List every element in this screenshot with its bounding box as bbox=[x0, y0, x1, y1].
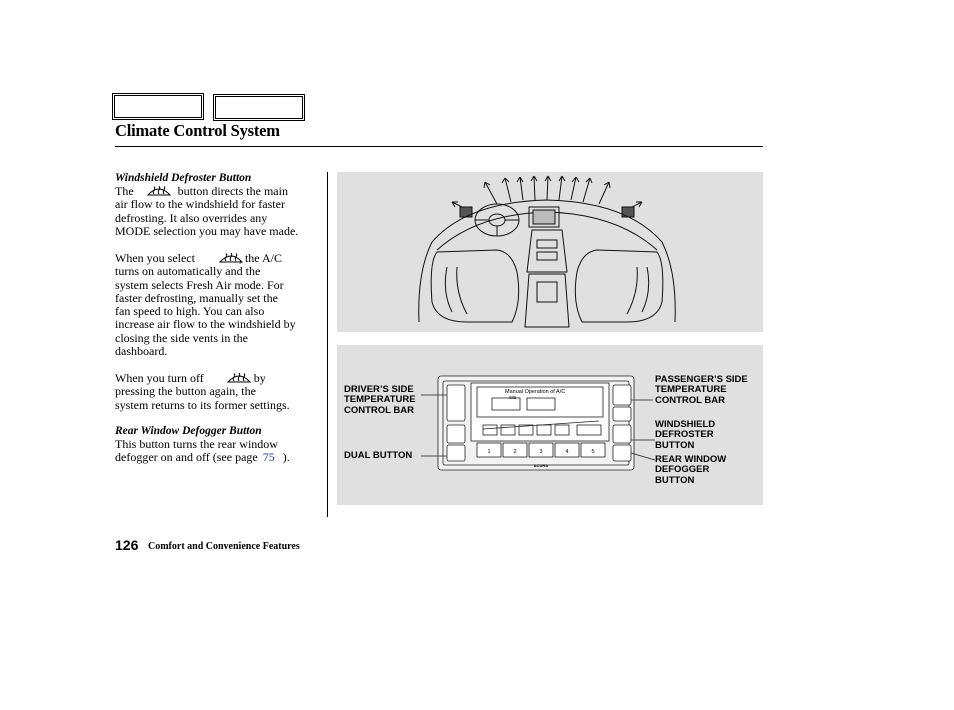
drivers-side-temp-bar-label bbox=[344, 385, 416, 416]
text-line: increase air flow to the windshield by bbox=[115, 317, 296, 332]
label-line: CONTROL BAR bbox=[655, 394, 726, 406]
page-number: 126 bbox=[115, 537, 139, 553]
text-line: system returns to its former settings. bbox=[115, 397, 290, 412]
nav-box-1[interactable] bbox=[112, 93, 204, 120]
text-line: pressing the button again, the bbox=[115, 384, 256, 399]
page-reference-link[interactable]: 75 bbox=[262, 450, 275, 465]
windshield-defroster-icon bbox=[146, 184, 172, 198]
label-line: DEFOGGER bbox=[655, 464, 710, 476]
text-line: closing the side vents in the bbox=[115, 330, 248, 345]
windshield-defroster-heading: Windshield Defroster Button bbox=[115, 172, 252, 184]
car-interior-drawing bbox=[337, 172, 763, 332]
brand-logo: ACURA bbox=[533, 463, 549, 468]
label-line: DRIVER’S SIDE bbox=[344, 384, 414, 395]
label-line: DEFROSTER bbox=[655, 429, 714, 441]
defogger-leader bbox=[631, 453, 655, 460]
text-line: defogger on and off (see page bbox=[115, 450, 258, 465]
defroster-paragraph-3 bbox=[115, 372, 325, 412]
text-line: by bbox=[253, 371, 266, 385]
preset-button-1[interactable]: 1 bbox=[487, 449, 491, 455]
text-line: When you select bbox=[115, 251, 195, 265]
defroster-paragraph-2 bbox=[115, 252, 325, 358]
preset-button-5[interactable]: 5 bbox=[591, 449, 595, 455]
windshield-defroster-icon bbox=[218, 251, 244, 265]
column-divider bbox=[327, 172, 328, 517]
label-line: TEMPERATURE bbox=[655, 384, 727, 396]
display-title: Manual Operation of A/C bbox=[505, 389, 566, 395]
page-title: Climate Control System bbox=[115, 121, 280, 140]
section-footer: Comfort and Convenience Features bbox=[148, 541, 300, 552]
label-line: TEMPERATURE bbox=[344, 394, 416, 406]
text-line: air flow to the windshield for faster bbox=[115, 197, 285, 212]
label-line: PASSENGER’S SIDE bbox=[655, 374, 748, 385]
preset-button-4[interactable]: 4 bbox=[565, 449, 569, 455]
text-line: ). bbox=[282, 450, 290, 465]
windshield-defroster-icon bbox=[226, 371, 252, 385]
text-line: When you turn off bbox=[115, 371, 204, 385]
text-line: fan speed to high. You can also bbox=[115, 304, 265, 319]
nav-box-2[interactable] bbox=[213, 94, 305, 121]
label-line: WINDSHIELD bbox=[655, 419, 716, 430]
title-divider bbox=[115, 146, 763, 147]
text-line: defrosting. It also overrides any bbox=[115, 210, 268, 225]
display-subtext: S/E bbox=[509, 395, 517, 400]
text-line: button directs the main bbox=[177, 184, 288, 198]
passengers-side-temp-bar-label bbox=[655, 375, 748, 406]
rear-window-defogger-button-label bbox=[655, 455, 726, 486]
text-line: , the A/C bbox=[238, 251, 282, 265]
preset-button-3[interactable]: 3 bbox=[539, 449, 543, 455]
label-line: BUTTON bbox=[655, 439, 695, 451]
text-line: system selects Fresh Air mode. For bbox=[115, 277, 284, 292]
text-line: MODE selection you may have made. bbox=[115, 223, 299, 238]
label-line: REAR WINDOW bbox=[655, 454, 727, 465]
text-line: turns on automatically and the bbox=[115, 264, 261, 279]
preset-button-2[interactable]: 2 bbox=[513, 449, 517, 455]
text-line: faster defrosting, manually set the bbox=[115, 290, 278, 305]
dual-button-label: DUAL BUTTON bbox=[344, 450, 413, 461]
interior-illustration bbox=[337, 172, 763, 332]
text-line: dashboard. bbox=[115, 344, 168, 359]
text-line: This button turns the rear window bbox=[115, 437, 278, 451]
label-line: BUTTON bbox=[655, 474, 695, 486]
label-line: CONTROL BAR bbox=[344, 404, 415, 416]
rear-defogger-paragraph bbox=[115, 438, 325, 465]
rear-defogger-heading: Rear Window Defogger Button bbox=[115, 425, 262, 437]
windshield-defroster-button-label bbox=[655, 420, 715, 451]
text-line: The bbox=[115, 184, 134, 198]
